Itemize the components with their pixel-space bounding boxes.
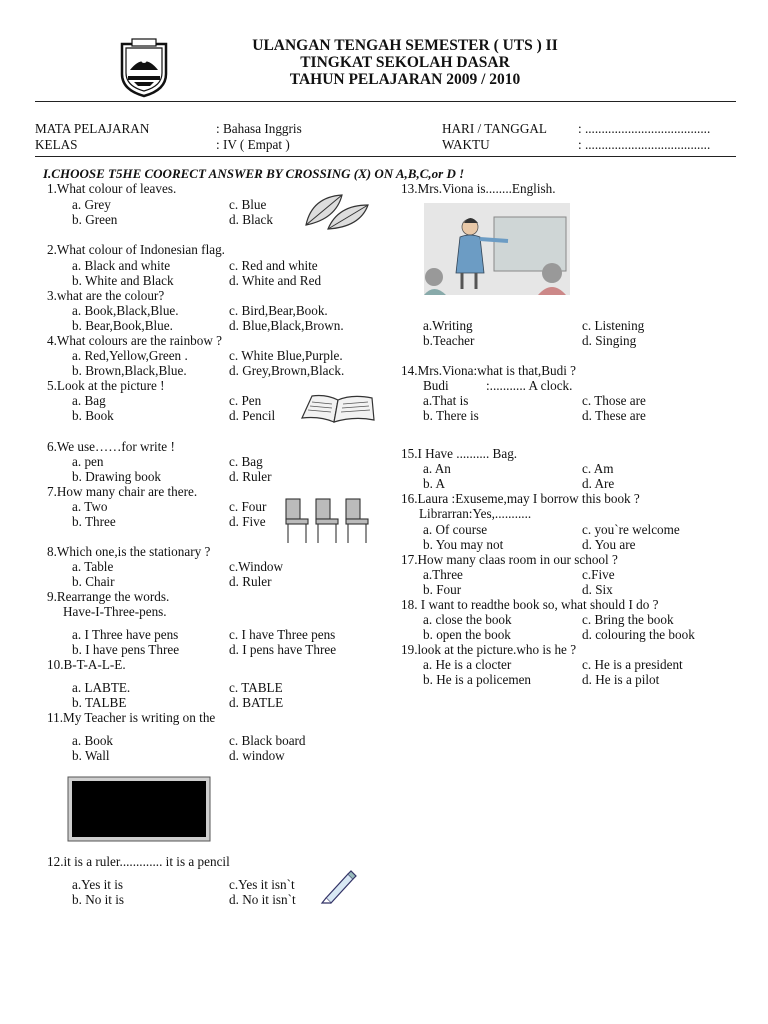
option-a[interactable]: a. Book,Black,Blue. — [72, 303, 179, 318]
option-c[interactable]: c.Five — [582, 567, 615, 582]
question-text: 18. I want to readthe book so, what should I do ? — [401, 597, 659, 612]
school-logo — [116, 36, 172, 98]
option-a[interactable]: a. Two — [72, 499, 108, 514]
option-a[interactable]: a.Writing — [423, 318, 473, 333]
option-d[interactable]: d. White and Red — [229, 273, 322, 288]
option-b[interactable]: b. Drawing book — [72, 469, 162, 484]
day-date-label: HARI / TANGGAL — [442, 121, 547, 136]
dialogue-speaker: Budi — [423, 378, 449, 393]
option-d[interactable]: d. Ruler — [229, 574, 272, 589]
option-b[interactable]: b. Bear,Book,Blue. — [72, 318, 173, 333]
option-b[interactable]: b. Chair — [72, 574, 115, 589]
question-text: 12.it is a ruler............. it is a pencil — [47, 854, 230, 869]
option-c[interactable]: c. Bag — [229, 454, 263, 469]
class-value: : IV ( Empat ) — [216, 137, 290, 152]
question-text: 10.B-T-A-L-E. — [47, 657, 126, 672]
question-subtext: Librarran:Yes,........... — [419, 506, 532, 521]
question-subtext: Have-I-Three-pens. — [63, 604, 167, 619]
option-d[interactable]: d. BATLE — [229, 695, 284, 710]
option-a[interactable]: a. LABTE. — [72, 680, 131, 695]
option-a[interactable]: a. Table — [72, 559, 114, 574]
chairs-icon — [282, 495, 378, 547]
option-a[interactable]: a.That is — [423, 393, 469, 408]
option-b[interactable]: b. Three — [72, 514, 116, 529]
option-b[interactable]: b. open the book — [423, 627, 511, 642]
question-text: 16.Laura :Exuseme,may I borrow this book ? — [401, 491, 640, 506]
option-b[interactable]: b. There is — [423, 408, 479, 423]
option-b[interactable]: b.Teacher — [423, 333, 475, 348]
option-c[interactable]: c. Bird,Bear,Book. — [229, 303, 328, 318]
option-b[interactable]: b. He is a policemen — [423, 672, 532, 687]
option-d[interactable]: d. Black — [229, 212, 273, 227]
option-d[interactable]: d. Six — [582, 582, 613, 597]
pencil-icon — [318, 868, 356, 904]
header-divider — [35, 101, 736, 102]
question-text: 13.Mrs.Viona is........English. — [401, 181, 556, 196]
option-c[interactable]: c. Four — [229, 499, 267, 514]
option-c[interactable]: c. He is a president — [582, 657, 683, 672]
option-c[interactable]: c. Pen — [229, 393, 262, 408]
option-c[interactable]: c. Am — [582, 461, 614, 476]
time-field[interactable]: : ...................................... — [578, 137, 711, 152]
teacher-classroom-icon — [424, 203, 570, 295]
option-d[interactable]: d. Five — [229, 514, 266, 529]
question-text: 5.Look at the picture ! — [47, 378, 165, 393]
question-text: 11.My Teacher is writing on the — [47, 710, 216, 725]
option-a[interactable]: a. He is a clocter — [423, 657, 512, 672]
option-d[interactable]: d. Pencil — [229, 408, 276, 423]
option-a[interactable]: a. close the book — [423, 612, 512, 627]
option-d[interactable]: d. Grey,Brown,Black. — [229, 363, 345, 378]
option-c[interactable]: c. Blue — [229, 197, 267, 212]
option-b[interactable]: b. Brown,Black,Blue. — [72, 363, 187, 378]
option-d[interactable]: d. Ruler — [229, 469, 272, 484]
option-d[interactable]: d. Blue,Black,Brown. — [229, 318, 344, 333]
question-text: 3.what are the colour? — [47, 288, 165, 303]
option-a[interactable]: a. Black and white — [72, 258, 171, 273]
option-d[interactable]: d. window — [229, 748, 285, 763]
academic-year: TAHUN PELAJARAN 2009 / 2010 — [289, 71, 521, 88]
option-b[interactable]: b. I have pens Three — [72, 642, 180, 657]
option-d[interactable]: d. Singing — [582, 333, 637, 348]
open-book-icon — [298, 392, 378, 426]
question-text: 15.I Have .......... Bag. — [401, 446, 518, 461]
time-label: WAKTU — [442, 137, 490, 152]
question-text: 7.How many chair are there. — [47, 484, 198, 499]
exam-title: ULANGAN TENGAH SEMESTER ( UTS ) II — [252, 37, 558, 54]
option-a[interactable]: a. Red,Yellow,Green . — [72, 348, 188, 363]
option-c[interactable]: c. Red and white — [229, 258, 318, 273]
question-text: 1.What colour of leaves. — [47, 181, 177, 196]
option-d[interactable]: d. I pens have Three — [229, 642, 337, 657]
option-a[interactable]: a. I Three have pens — [72, 627, 179, 642]
option-c[interactable]: c. Bring the book — [582, 612, 674, 627]
option-c[interactable]: c.Window — [229, 559, 284, 574]
option-b[interactable]: b. Green — [72, 212, 118, 227]
option-d[interactable]: d. These are — [582, 408, 646, 423]
option-d[interactable]: d. He is a pilot — [582, 672, 660, 687]
option-d[interactable]: d. Are — [582, 476, 615, 491]
leaves-icon — [302, 191, 372, 233]
option-b[interactable]: b. Book — [72, 408, 114, 423]
question-text: 9.Rearrange the words. — [47, 589, 170, 604]
day-date-field[interactable]: : ...................................... — [578, 121, 711, 136]
option-c[interactable]: c. Black board — [229, 733, 306, 748]
option-c[interactable]: c. TABLE — [229, 680, 283, 695]
option-b[interactable]: b. A — [423, 476, 445, 491]
subject-value: : Bahasa Inggris — [216, 121, 302, 136]
option-b[interactable]: b. White and Black — [72, 273, 174, 288]
option-c[interactable]: c. you`re welcome — [582, 522, 680, 537]
option-a[interactable]: a.Three — [423, 567, 463, 582]
option-c[interactable]: c. Those are — [582, 393, 646, 408]
option-a[interactable]: a. Book — [72, 733, 114, 748]
question-text: 2.What colour of Indonesian flag. — [47, 242, 225, 257]
option-a[interactable]: a. An — [423, 461, 451, 476]
option-a[interactable]: a. pen — [72, 454, 104, 469]
option-a[interactable]: a. Grey — [72, 197, 111, 212]
option-b[interactable]: b. TALBE — [72, 695, 127, 710]
school-level: TINGKAT SEKOLAH DASAR — [300, 54, 510, 71]
option-c[interactable]: c. White Blue,Purple. — [229, 348, 343, 363]
option-c[interactable]: c. I have Three pens — [229, 627, 336, 642]
option-a[interactable]: a.Yes it is — [72, 877, 124, 892]
option-d[interactable]: d. You are — [582, 537, 636, 552]
question-text: 6.We use……for write ! — [47, 439, 175, 454]
subject-label: MATA PELAJARAN — [35, 121, 150, 136]
instruction: I.CHOOSE T5HE COORECT ANSWER BY CROSSING (X) ON A,B,C,or D ! — [43, 166, 465, 181]
question-text: 8.Which one,is the stationary ? — [47, 544, 211, 559]
option-a[interactable]: a. Of course — [423, 522, 488, 537]
option-a[interactable]: a. Bag — [72, 393, 106, 408]
option-b[interactable]: b. Four — [423, 582, 462, 597]
option-d[interactable]: d. No it isn`t — [229, 892, 296, 907]
dialogue-text: :........... A clock. — [486, 378, 573, 393]
option-b[interactable]: b. Wall — [72, 748, 110, 763]
option-b[interactable]: b. You may not — [423, 537, 504, 552]
class-label: KELAS — [35, 137, 78, 152]
option-c[interactable]: c.Yes it isn`t — [229, 877, 295, 892]
question-text: 14.Mrs.Viona:what is that,Budi ? — [401, 363, 577, 378]
question-text: 17.How many claas room in our school ? — [401, 552, 618, 567]
question-text: 19.look at the picture.who is he ? — [401, 642, 577, 657]
option-d[interactable]: d. colouring the book — [582, 627, 695, 642]
info-divider — [35, 156, 736, 157]
option-c[interactable]: c. Listening — [582, 318, 645, 333]
question-text: 4.What colours are the rainbow ? — [47, 333, 223, 348]
option-b[interactable]: b. No it is — [72, 892, 125, 907]
blackboard-icon — [67, 776, 211, 842]
